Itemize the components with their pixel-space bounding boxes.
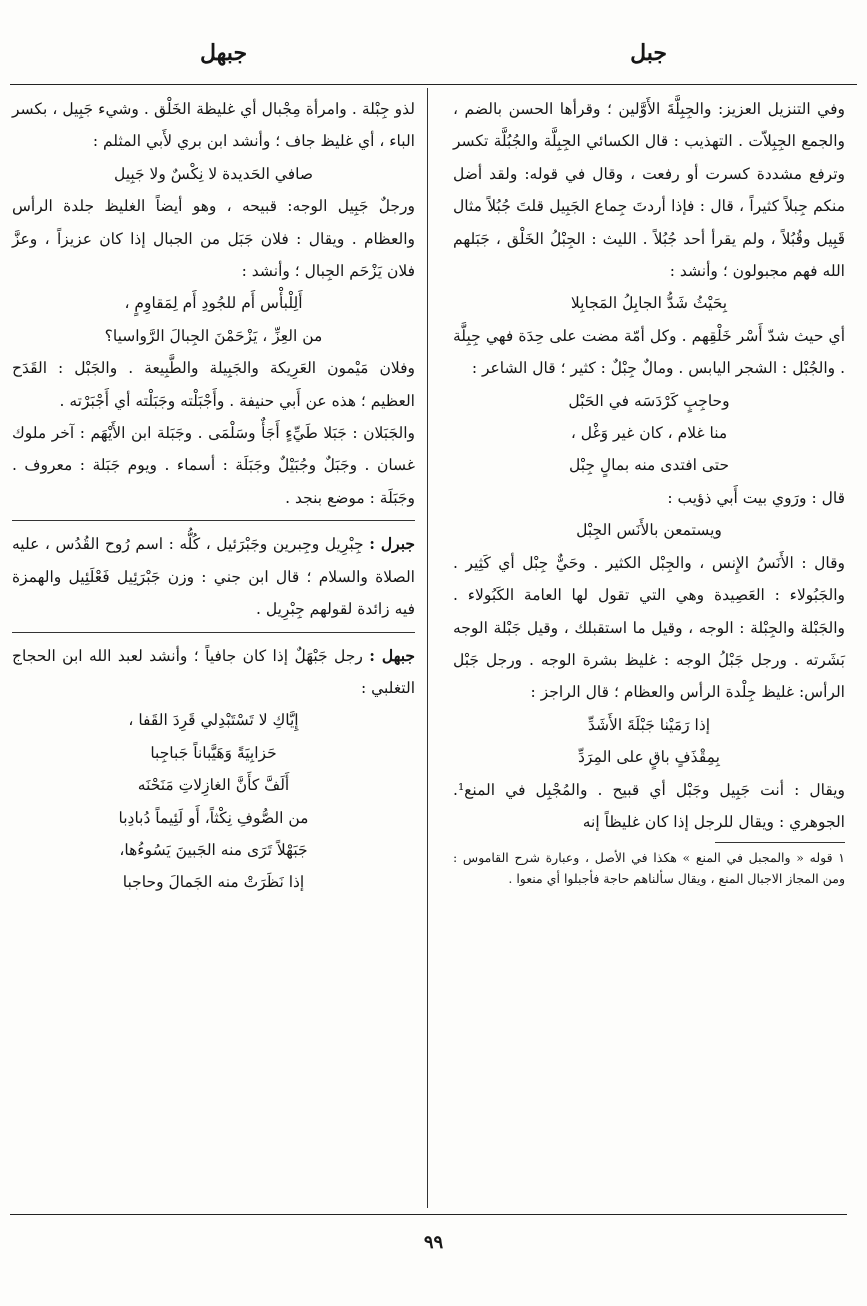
verse-line: إذا نَظَرَتْ منه الجَمالَ وحاجبا xyxy=(122,873,305,892)
paragraph: لذو جِبْلة . وامرأة مِجْبال أي غليظة الخَلْق . وشيء جَبِيل ، بكسر الباء ، أي غليظ جاف ؛ وأنشد ابن بري لأَبي المثلم : xyxy=(12,100,415,151)
verse-line: حتى افتدى منه بمالٍ جِبْل xyxy=(568,456,730,475)
entry-jbhl xyxy=(12,640,415,705)
header-rule xyxy=(10,84,857,85)
paragraph: قال : ورَوي بيت أَبي ذؤيب : xyxy=(667,488,845,507)
verse-line: إِيَّاكِ لا تَسْتَبْدِلي قَرِدَ القَفا ، xyxy=(128,711,299,730)
verse-line: حَزابِيَةً وَهَيَّباناً جَباجِبا xyxy=(150,743,277,762)
verse-line: وحاجِبٍ كَرْدَسَه في الحَبْل xyxy=(568,391,730,410)
entry-headword: جبهل : xyxy=(369,645,415,665)
entry-text: جِبْرِيل وجِبرين وجَبْرَئيل ، كُلُّه : اسم رُوح القُدُس ، عليه الصلاة والسلام ؛ قال ابن جني : وزن جَبْرَئِيل فَعْلَئِيل والهمزة فيه زائدة لقولهم جِبْرِيل . xyxy=(12,535,415,619)
paragraph: وفي التنزيل العزيز: والجِبِلَّةَ الأَوَّلين ؛ وقرأها الحسن بالضم ، والجمع الجِبِلاّت . التهذيب : قال الكسائي الجِبِلَّة والجُبُلَّة تكسر وترفع مشددة كسرت أو رفعت ، وقال في قوله: ولقد أضل منكم جِبلاً كثيراً ، قال : فإذا أردتَ جِماع الجَبِيل قلتَ جُبُلاً مثال قَبِيل وقُبُلاً ، ولم يقرأ أحد جُبُلاً . الليث : الجِبْلُ الخَلْق ، جَبَلهم الله فهم مجبولون ؛ وأنشد : xyxy=(453,100,845,281)
verse-line: ويستمعن بالأَنَس الجِبْل xyxy=(576,521,722,540)
verse-line: إذا رَمَيْنا جَبْلَةَ الأَشَدِّ xyxy=(587,715,711,734)
verse-line: بِمِقْذَفٍ باقٍ على المِرَدِّ xyxy=(578,748,720,767)
entry-separator xyxy=(12,632,415,633)
paragraph: وقال : الأَنَسُ الإِنس ، والجِبْل الكثير . وحَيٌّ جِبْل أي كَثِير . والجَبُولاء : العَصِيدة وهي التي تقول لها العامة الكَبُولاء . والجَبْلة والجِبْلة : الوجه ، وقيل ما استقبلك ، وقيل جَبْلة الوجه بَشَرته . ورجل جَبْلُ الوجه : غليظ بشرة الوجه . ورجل جَبْل الرأس: غليظ جِلْدة الرأس والعظام ؛ قال الراجز : xyxy=(453,553,845,702)
verse-line: جَبَهْلاً تَرَى منه الجَبينَ يَسُوءُها، xyxy=(119,840,308,859)
entry-headword: جبرل : xyxy=(369,534,415,554)
paragraph: ويقال : أنت جَبِيل وجَبْل أي قبيح . والمُجْبِل في المنع¹. الجوهري : ويقال للرجل إذا كان غليظاً إنه xyxy=(453,780,845,831)
paragraph: والجَبَلان : جَبَلا طَيِّءٍ أَجَأٌ وسَلْمَى . وجَبَلة ابن الأَيْهَم : آخر ملوك غسان . وجَبَلٌ وجُبَيْلٌ وجَبَلَة : أسماء . ويوم جَبَلة : معروف . وجَبَلَة : موضع بنجد . xyxy=(12,424,415,507)
column-divider xyxy=(427,88,428,1208)
verse-line: من العِزِّ ، يَزْحَمْنَ الجِبالَ الرَّواسيا؟ xyxy=(104,326,323,345)
right-column xyxy=(453,93,845,889)
footnote-rule xyxy=(715,842,845,843)
footnote: ١ قوله « والمجبل في المنع » هكذا في الأصل ، وعبارة شرح القاموس : ومن المجاز الاجبال المنع ، ويقال سألناهم حاجة فأجبلوا أي منعوا . xyxy=(453,850,845,887)
entry-text: رجل جَبْهَلٌ إذا كان جافياً ؛ وأنشد لعبد الله ابن الحجاج التغلبي : xyxy=(12,646,415,697)
verse-line: من الصُّوفِ نِكْثاً، أَو لَئِيماً دُبادِبا xyxy=(118,808,309,827)
header-left-word: جبهل xyxy=(200,40,248,66)
left-column xyxy=(12,93,415,899)
verse-line: صافي الحَديدة لا نِكْسٌ ولا جَبِيل xyxy=(113,164,314,183)
verse-line: منا غلام ، كان غير وَغْل ، xyxy=(570,424,728,443)
verse-line: أَلِلْبأْس أَم للجُودِ أَم لِمَقاوِمٍ ، xyxy=(124,294,303,313)
paragraph: ورجلٌ جَبِيل الوجه: قبيحه ، وهو أيضاً الغليظ جلدة الرأس والعظام . ويقال : فلان جَبَل من الجبال إذا كان عزيزاً ، وعزَّ فلان يَزْحَم الجِبال ؛ وأنشد : xyxy=(12,197,415,281)
entry-jbrl xyxy=(12,528,415,625)
header-right-word: جبل xyxy=(630,40,667,66)
verse-line: أَلَفَّ كأَنَّ الغازِلاتِ مَنَحْنَه xyxy=(137,776,290,795)
paragraph: أي حيث شدّ أَسْر خَلْقِهم . وكل أمّة مضت على حِدَة فهي جِبِلَّة . والجُبْل : الشجر اليابس . ومالٌ جِبْلٌ : كثير ؛ قال الشاعر : xyxy=(453,326,845,378)
verse-line: بِحَيْثُ شَدُّ الجابِلُ المَجابِلا xyxy=(570,294,728,313)
footer-rule xyxy=(10,1214,847,1215)
paragraph: وفلان مَيْمون العَرِيكة والجَبِيلة والطَّبِيعة . والجَبْل : القَدَح العظيم ؛ هذه عن أَبي حنيفة . وأَجْبَلْته وجَبَلْته أي أَجْبَرْته . xyxy=(12,359,415,410)
page-number: ٩٩ xyxy=(423,1232,444,1253)
entry-separator xyxy=(12,520,415,521)
